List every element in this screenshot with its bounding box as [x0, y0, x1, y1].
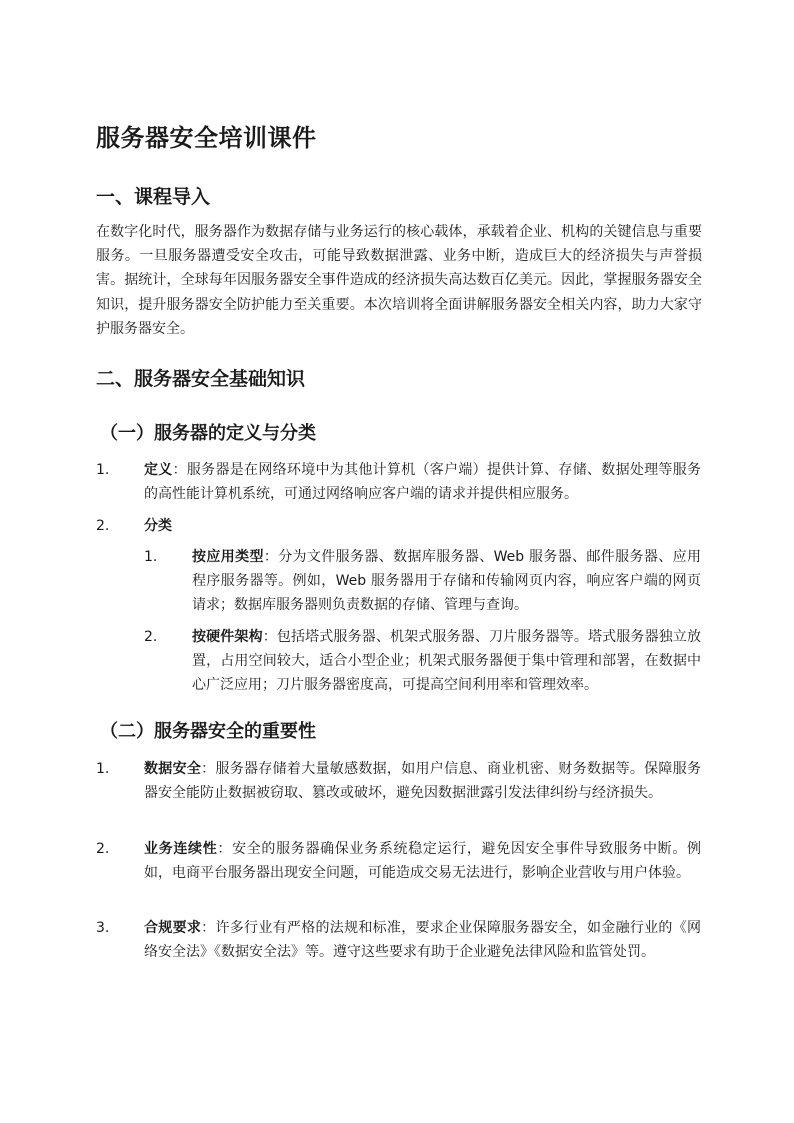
list-item-classification	[144, 514, 701, 538]
list-number: 3.	[96, 920, 110, 936]
list-item-term: 定义	[144, 462, 173, 478]
sublist-item-text: ：分为文件服务器、数据库服务器、Web 服务器、邮件服务器、应用程序服务器等。例如，Web 服务器用于存储和传输网页内容，响应客户端的网页请求；数据库服务器则负责数据的存储、管理与查询。	[192, 549, 701, 614]
list-item-term: 合规要求	[144, 920, 202, 936]
list-item-text: ：服务器是在网络环境中为其他计算机（客户端）提供计算、存储、数据处理等服务的高性能计算机系统，可通过网络响应客户端的请求并提供相应服务。	[144, 462, 702, 503]
list-item-definition	[144, 458, 701, 506]
list-item-term: 业务连续性	[144, 841, 218, 857]
section-heading-basics: 二、服务器安全基础知识	[96, 368, 306, 390]
list-item-business-continuity	[144, 837, 701, 885]
list-item-text: ：许多行业有严格的法规和标准，要求企业保障服务器安全，如金融行业的《网络安全法》《数据安全法》等。遵守这些要求有助于企业避免法律风险和监管处罚。	[144, 920, 702, 961]
list-number: 1.	[96, 462, 110, 478]
list-item-data-security	[144, 757, 701, 805]
sublist-number: 1.	[144, 549, 158, 565]
section-heading-intro: 一、课程导入	[96, 186, 211, 208]
subsection-heading-importance: （二）服务器安全的重要性	[100, 721, 316, 742]
list-number: 2.	[96, 518, 110, 534]
sublist-item-by-application	[192, 545, 701, 618]
sublist-item-term: 按应用类型	[192, 549, 264, 565]
sublist-item-term: 按硬件架构	[192, 629, 263, 645]
list-item-compliance	[144, 916, 701, 964]
list-item-term: 数据安全	[144, 761, 202, 777]
document-title: 服务器安全培训课件	[96, 124, 317, 152]
list-item-text: ：服务器存储着大量敏感数据，如用户信息、商业机密、财务数据等。保障服务器安全能防止数据被窃取、篡改或破坏，避免因数据泄露引发法律纠纷与经济损失。	[144, 761, 702, 802]
sublist-item-text: ：包括塔式服务器、机架式服务器、刀片服务器等。塔式服务器独立放置，占用空间较大，适合小型企业；机架式服务器便于集中管理和部署，在数据中心广泛应用；刀片服务器密度高，可提高空间利用率和管理效率。	[192, 629, 702, 694]
sublist-number: 2.	[144, 629, 158, 645]
list-number: 1.	[96, 761, 110, 777]
list-item-text: ：安全的服务器确保业务系统稳定运行，避免因安全事件导致服务中断。例如，电商平台服务器出现安全问题，可能造成交易无法进行，影响企业营收与用户体验。	[144, 841, 702, 882]
subsection-heading-definition: （一）服务器的定义与分类	[100, 423, 316, 444]
intro-paragraph: 在数字化时代，服务器作为数据存储与业务运行的核心载体，承载着企业、机构的关键信息与重要服务。一旦服务器遭受安全攻击，可能导致数据泄露、业务中断，造成巨大的经济损失与声誉损害。据统计，全球每年因服务器安全事件造成的经济损失高达数百亿美元。因此，掌握服务器安全知识，提升服务器安全防护能力至关重要。本次培训将全面讲解服务器安全相关内容，助力大家守护服务器安全。	[96, 224, 702, 337]
list-item-term: 分类	[144, 518, 172, 534]
sublist-item-by-hardware	[192, 625, 701, 698]
list-number: 2.	[96, 841, 110, 857]
